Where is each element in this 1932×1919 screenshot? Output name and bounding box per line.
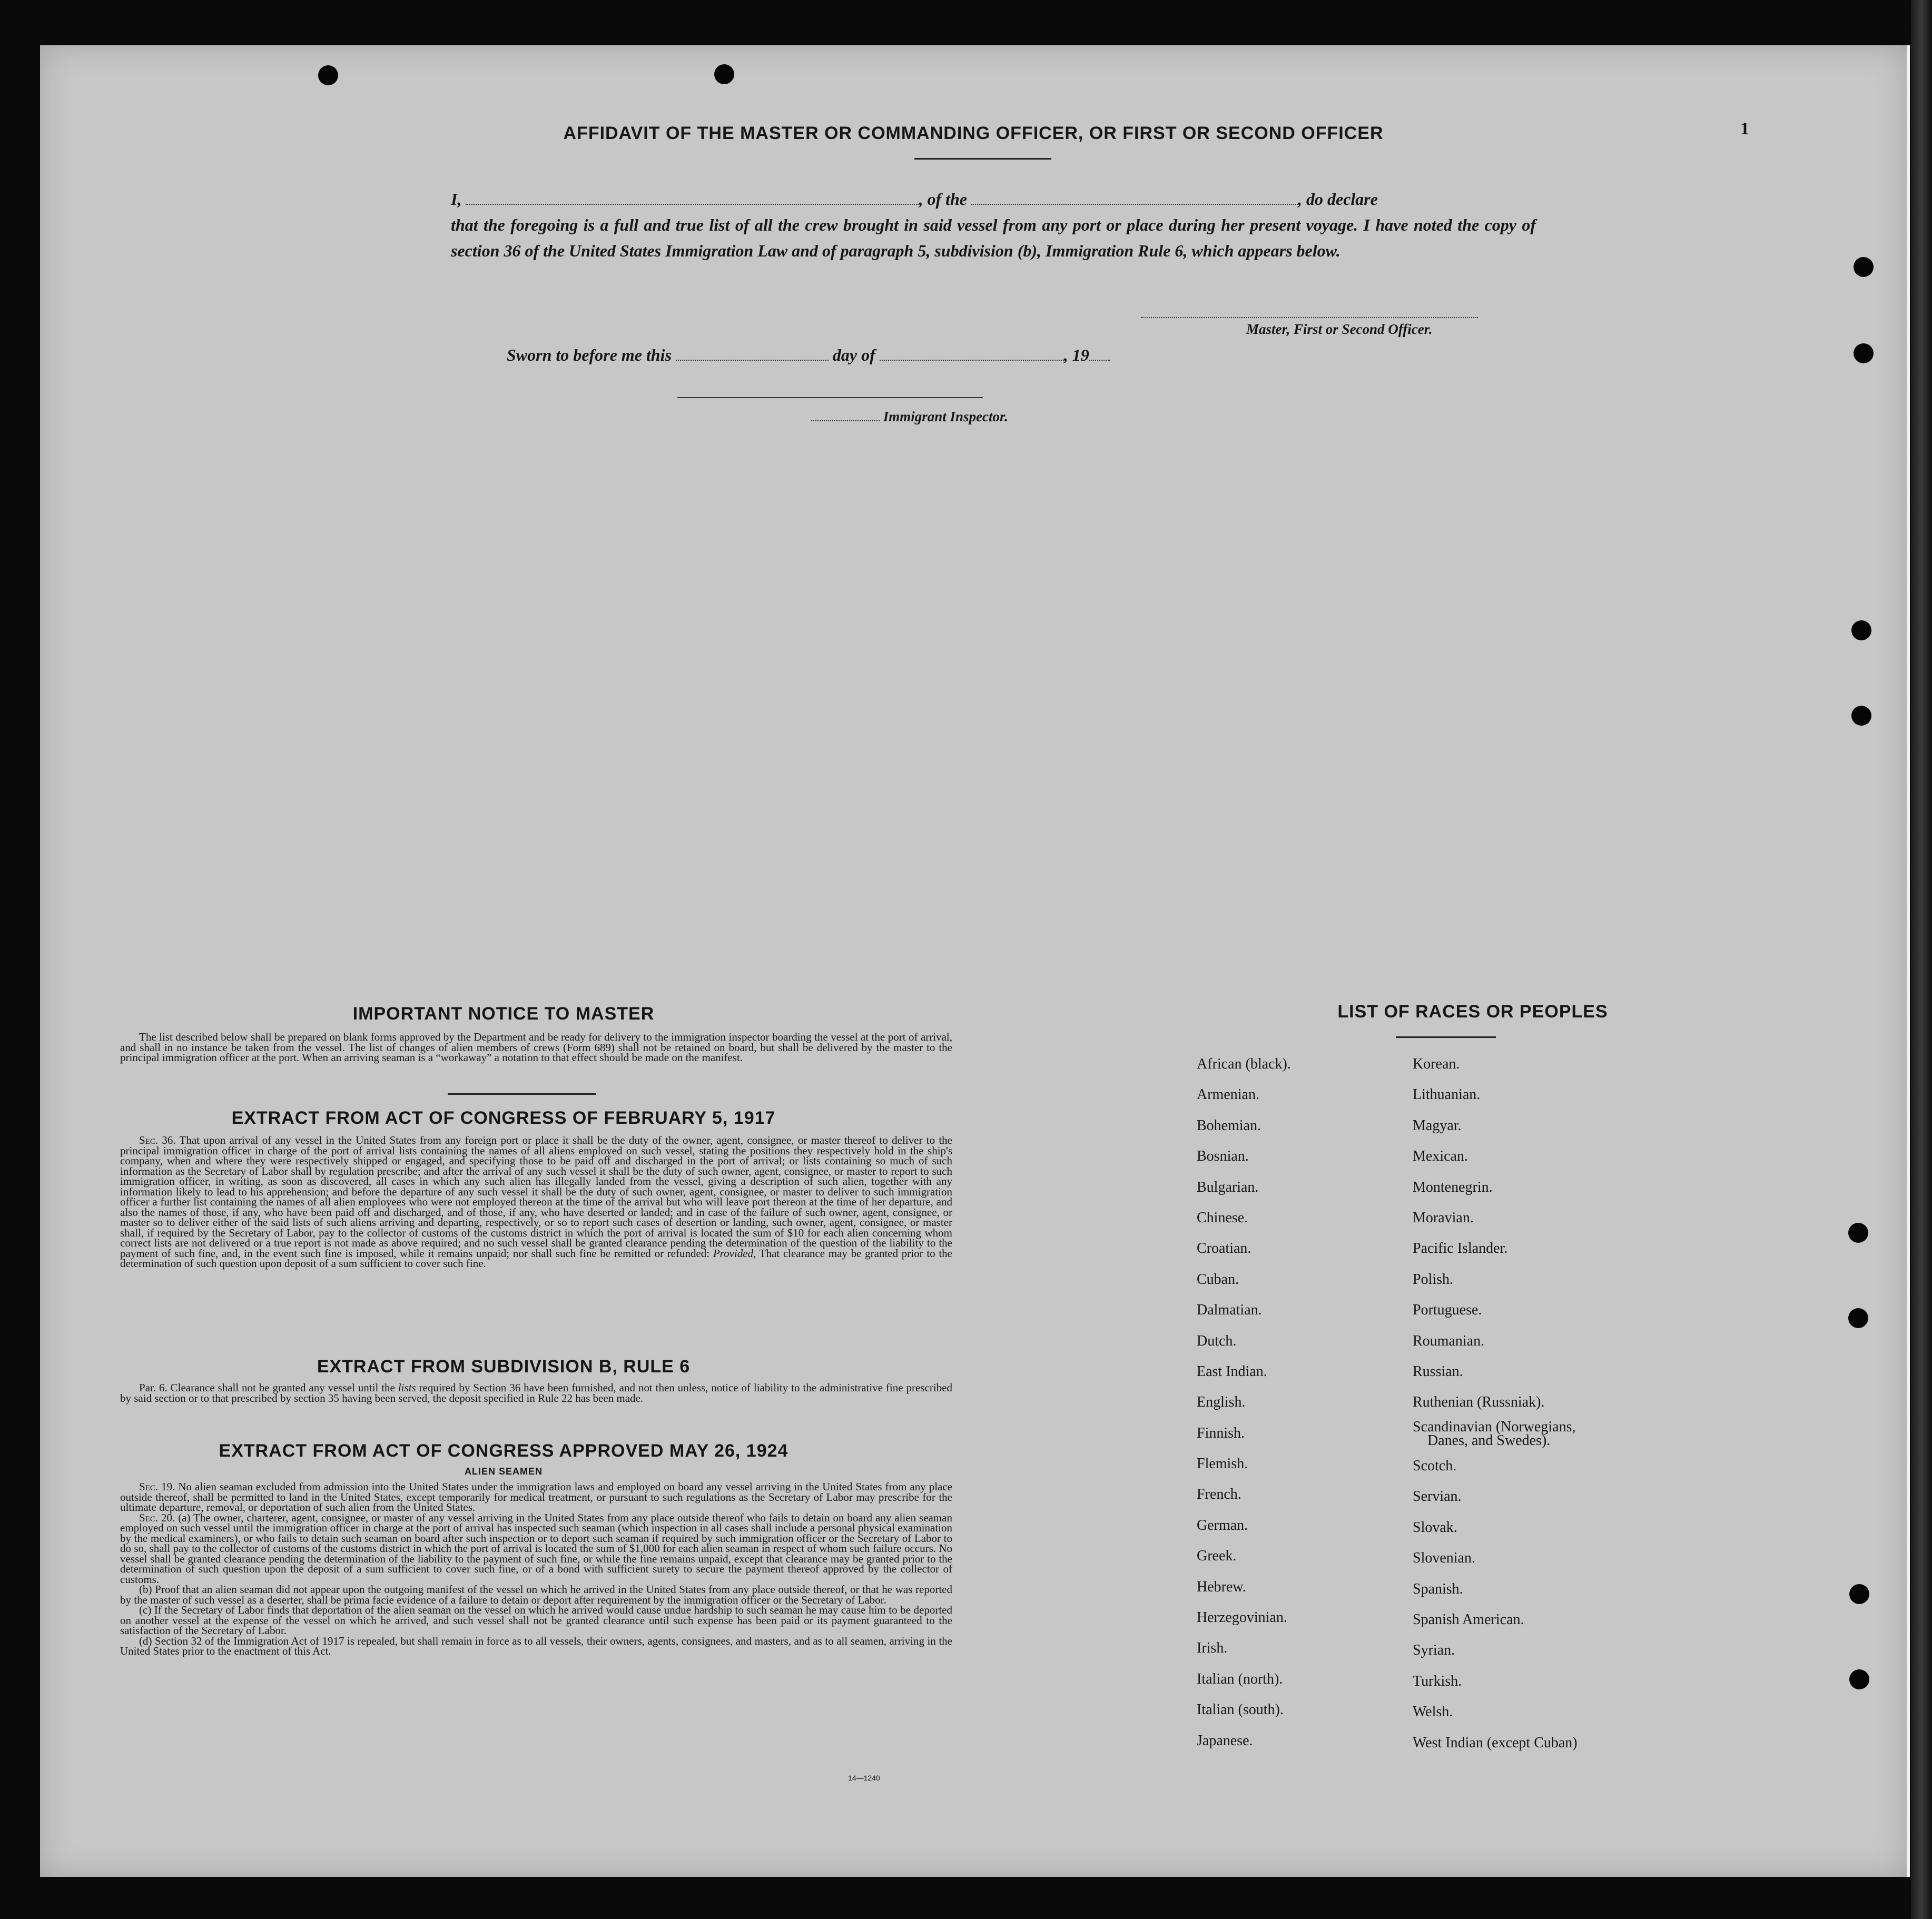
sec20d-text: (d) Section 32 of the Immigration Act of 1917 is repealed, but shall remain in force as to all vessels, their owners, agents, consignees, and masters, and as to all seamen, arriving in the United States prior to the enactment of this Act. [120, 1634, 952, 1657]
sworn-day: day of [832, 345, 875, 364]
extract-1917-text [120, 1135, 952, 1269]
race-item: Japanese. [1197, 1732, 1253, 1749]
race-item: Servian. [1413, 1488, 1462, 1505]
section-rule [448, 1093, 596, 1095]
race-item: Pacific Islander. [1413, 1240, 1508, 1257]
punch-hole [714, 64, 734, 84]
subdivision-b-title: EXTRACT FROM SUBDIVISION B, RULE 6 [317, 1357, 691, 1377]
month-blank [880, 346, 1064, 361]
sec36-label: Sec. 36. [139, 1134, 176, 1146]
master-caption: Master, First or Second Officer. [1246, 321, 1433, 337]
race-item: Bosnian. [1197, 1148, 1249, 1165]
races-right-column [1413, 1049, 1617, 1758]
race-item: Montenegrin. [1413, 1179, 1493, 1195]
punch-hole [1848, 1223, 1868, 1243]
race-item: Syrian. [1413, 1642, 1455, 1659]
race-item: Cuban. [1197, 1271, 1239, 1288]
race-item: Flemish. [1197, 1456, 1248, 1472]
race-item: Bohemian. [1197, 1117, 1261, 1134]
name-blank [466, 190, 919, 205]
year-blank [1089, 346, 1110, 361]
scanner-edge [1911, 0, 1932, 1919]
race-item: Irish. [1197, 1640, 1228, 1657]
master-signature-line [1141, 317, 1478, 318]
race-item: Italian (north). [1197, 1670, 1283, 1687]
punch-hole [1849, 1584, 1869, 1604]
race-item: Croatian. [1197, 1240, 1251, 1257]
sworn-year: , 19 [1063, 345, 1089, 364]
inspector-label: Immigrant Inspector. [883, 409, 1008, 424]
inspector-blank [811, 413, 880, 421]
punch-hole [1851, 620, 1871, 640]
race-item: Greek. [1197, 1548, 1237, 1565]
form-number: 14—1240 [848, 1774, 880, 1782]
form-sheet [40, 45, 1910, 1877]
race-item: Magyar. [1413, 1117, 1462, 1134]
race-item: Russian. [1413, 1363, 1463, 1380]
race-item: Spanish American. [1413, 1611, 1524, 1628]
race-item: Finnish. [1197, 1425, 1245, 1441]
punch-hole [1854, 257, 1874, 277]
races-left-column [1197, 1049, 1291, 1756]
race-item: Bulgarian. [1197, 1179, 1259, 1195]
extract-1924-text [120, 1482, 952, 1657]
sec20c-text: (c) If the Secretary of Labor finds that deportation of the alien seaman on the vessel on which he arrived would cause undue hardship to such seaman he may cause him to be deported on another vessel at the expense of the vessel on which he arrived, and such vessel shall not be granted clearance until such expense has been paid or its payment guaranteed to the satisfaction of the Secretary of Labor. [120, 1604, 952, 1637]
race-item: Scotch. [1413, 1458, 1457, 1475]
sec20a-text: (a) The owner, charterer, agent, consignee, or master of any vessel arriving in the United States from any place outside thereof who fails to detain on board any alien seaman employed on such vessel until the immigration officer in charge at the port of arrival has inspected such seaman (which inspection in all cases shall include a personal physical examination by the medical examiners), or who fails to detain such seaman on board after such inspection or to deport such seaman if required by such immigration officer or the Secretary of Labor to do so, shall pay to the collector of customs of the customs district in which the port of arrival is located the sum of $1,000 for each alien seaman in respect of whom such failure occurs. No vessel shall be granted clearance pending the determination of the liability to the payment of such fine, or while the fine remains unpaid, except that clearance may be granted prior to the determination of such question upon the deposit of a sum sufficient to cover such fine, or of a bond with sufficient surety to secure the payment thereof approved by the collector of customs. [120, 1511, 952, 1586]
notice-title: IMPORTANT NOTICE TO MASTER [352, 1004, 655, 1024]
sworn-line [507, 345, 1110, 365]
subdivision-b-text [120, 1383, 952, 1403]
inspector-signature-line [677, 397, 983, 398]
race-item: Spanish. [1413, 1580, 1463, 1597]
race-item: Dutch. [1197, 1332, 1237, 1349]
race-item: Polish. [1413, 1271, 1454, 1288]
affidavit-title: AFFIDAVIT OF THE MASTER OR COMMANDING OFFICER, OR FIRST OR SECOND OFFICER [563, 123, 1384, 143]
race-item: African (black). [1197, 1056, 1291, 1072]
races-rule [1396, 1036, 1496, 1038]
punch-hole [1851, 706, 1871, 726]
page-mark: 1 [1740, 119, 1749, 139]
sec36-text: That upon arrival of any vessel in the United States from any foreign port or place it shall be the duty of the owner, agent, consignee, or master thereof to deliver to the principal immigration officer in charge of the port of arrival lists containing the names of all aliens employed on such vessel, stating the positions they respectively hold in the ship's company, when and where they were respectively shipped or engaged, and specifying those to be paid off and discharged in the port of arrival; or lists containing so much of such information as the Secretary of Labor shall by regulation prescribe; and after the arrival of any such vessel it shall be the duty of such owner, agent, consignee, or master to report to such immigration officer, in writing, as soon as discovered, all cases in which any such alien has illegally landed from the vessel, giving a description of such alien, together with any information likely to lead to his apprehension; and before the departure of any such vessel it shall be the duty of such owner, agent, consignee, or master to deliver to such immigration officer a further list containing the names of all alien employees who were not employed thereon at the time of the arrival but who will leave port thereon at the time of her departure, and also the names of those, if any, who have been paid off and discharged, and of those, if any, who have deserted or landed; and in case of the failure of such owner, agent, consignee, or master so to deliver either of the said lists of such aliens arriving and departing, respectively, or so to report such cases of desertion or landing, such owner, agent, consignee, or master shall, if required by the Secretary of Labor, pay to the collector of customs of the customs district in which the port of arrival is located the sum of $10 for each alien concerning whom correct lists are not delivered or a true report is not made as above required; and no such vessel shall be granted clearance pending the determination of the question of the liability to the payment of such fine, and, in the event such fine is imposed, while it remains unpaid; nor shall such fine be remitted or refunded: [120, 1134, 952, 1260]
race-item: Italian (south). [1197, 1702, 1284, 1718]
text-of-the: , of the [919, 190, 967, 209]
vessel-blank [971, 190, 1298, 205]
text-do-declare: , do declare [1298, 190, 1378, 209]
par6-text-a: Par. 6. Clearance shall not be granted any vessel until the [139, 1381, 395, 1394]
race-item: Armenian. [1197, 1086, 1259, 1103]
race-item: Slovenian. [1413, 1550, 1475, 1567]
sec20-label: Sec. 20. [139, 1511, 175, 1524]
notice-text [120, 1032, 952, 1063]
proviso-label: Provided, [713, 1247, 756, 1260]
punch-hole [318, 65, 338, 85]
title-rule [914, 158, 1051, 160]
race-item: Lithuanian. [1413, 1086, 1481, 1103]
proviso-text: That clearance may be granted prior to the determination of such question upon deposit of a sum sufficient to cover such fine. [120, 1247, 953, 1270]
day-blank [676, 346, 829, 361]
race-item: Portuguese. [1413, 1302, 1482, 1319]
race-item: German. [1197, 1517, 1248, 1534]
text-i: I, [451, 190, 462, 209]
affidavit-body [451, 186, 1536, 264]
sec20b-text: (b) Proof that an alien seaman did not appear upon the outgoing manifest of the vessel on which he arrived in the United States from any place outside thereof, or that he was reported by the master of such vessel as a deserter, shall be prima facie evidence of a failure to detain or deport after requirement by the immigration officer or the Secretary of Labor. [120, 1583, 952, 1606]
punch-hole [1849, 1669, 1869, 1689]
race-item: Mexican. [1413, 1148, 1468, 1165]
race-item: Slovak. [1413, 1519, 1457, 1536]
race-item: Chinese. [1197, 1209, 1248, 1226]
race-item: Korean. [1413, 1056, 1460, 1072]
sec19-label: Sec. 19. [139, 1480, 175, 1493]
race-item: French. [1197, 1486, 1241, 1503]
race-item: Ruthenian (Russniak). [1413, 1394, 1545, 1411]
extract-1917-title: EXTRACT FROM ACT OF CONGRESS OF FEBRUARY 5, 1917 [231, 1108, 776, 1128]
race-item: Welsh. [1413, 1704, 1453, 1720]
notice-paragraph: The list described below shall be prepared on blank forms approved by the Department and be ready for delivery to the immigration inspector boarding the vessel at the port of arrival, and shall in no instance be taken from the vessel. The list of changes of alien members of crews (Form 689) shall not be retained on board, but shall be delivered by the master to the principal immigration officer at the port. When an arriving seaman is a “workaway” a notation to that effect should be made on the manifest. [120, 1031, 952, 1064]
sec19-text: No alien seaman excluded from admission into the United States under the immigration laws and employed on board any vessel arriving in the United States from any place outside thereof, shall be permitted to land in the United States, except temporarily for medical treatment, or pursuant to such regulations as the Secretary of Labor may prescribe for the ultimate departure, removal, or deportation of such alien from the United States. [120, 1480, 953, 1514]
races-title: LIST OF RACES OR PEOPLES [1337, 1002, 1608, 1022]
race-item: Scandinavian (Norwegians, Danes, and Swedes). [1413, 1418, 1576, 1449]
sworn-prefix: Sworn to before me this [507, 345, 672, 364]
lists-word: lists [398, 1381, 416, 1394]
par6-text-b: required by Section 36 have been furnished, and not then unless, notice of liability to the administrative fine prescribed by said section or to that prescribed by section 35 having been served, the deposit specified in Rule 22 has been made. [120, 1381, 952, 1404]
alien-seamen-subtitle: ALIEN SEAMEN [464, 1466, 543, 1477]
punch-hole [1848, 1308, 1868, 1328]
race-item: Herzegovinian. [1197, 1609, 1287, 1626]
extract-1924-title: EXTRACT FROM ACT OF CONGRESS APPROVED MAY 26, 1924 [219, 1441, 788, 1461]
declaration-line [451, 186, 1536, 212]
race-item: West Indian (except Cuban) [1413, 1734, 1578, 1751]
race-item: English. [1197, 1394, 1246, 1411]
race-item: Roumanian. [1413, 1332, 1485, 1349]
race-item: East Indian. [1197, 1363, 1267, 1380]
race-item: Dalmatian. [1197, 1302, 1262, 1319]
punch-hole [1854, 343, 1874, 363]
inspector-caption [811, 409, 1008, 425]
race-item: Hebrew. [1197, 1578, 1246, 1595]
race-item: Turkish. [1413, 1673, 1462, 1689]
race-item: Moravian. [1413, 1209, 1474, 1226]
declaration-text: that the foregoing is a full and true list of all the crew brought in said vessel from any port or place during her present voyage. I have noted the copy of section 36 of the United States Immigration Law and of paragraph 5, subdivision (b), Immigration Rule 6, which appears below. [451, 215, 1536, 260]
